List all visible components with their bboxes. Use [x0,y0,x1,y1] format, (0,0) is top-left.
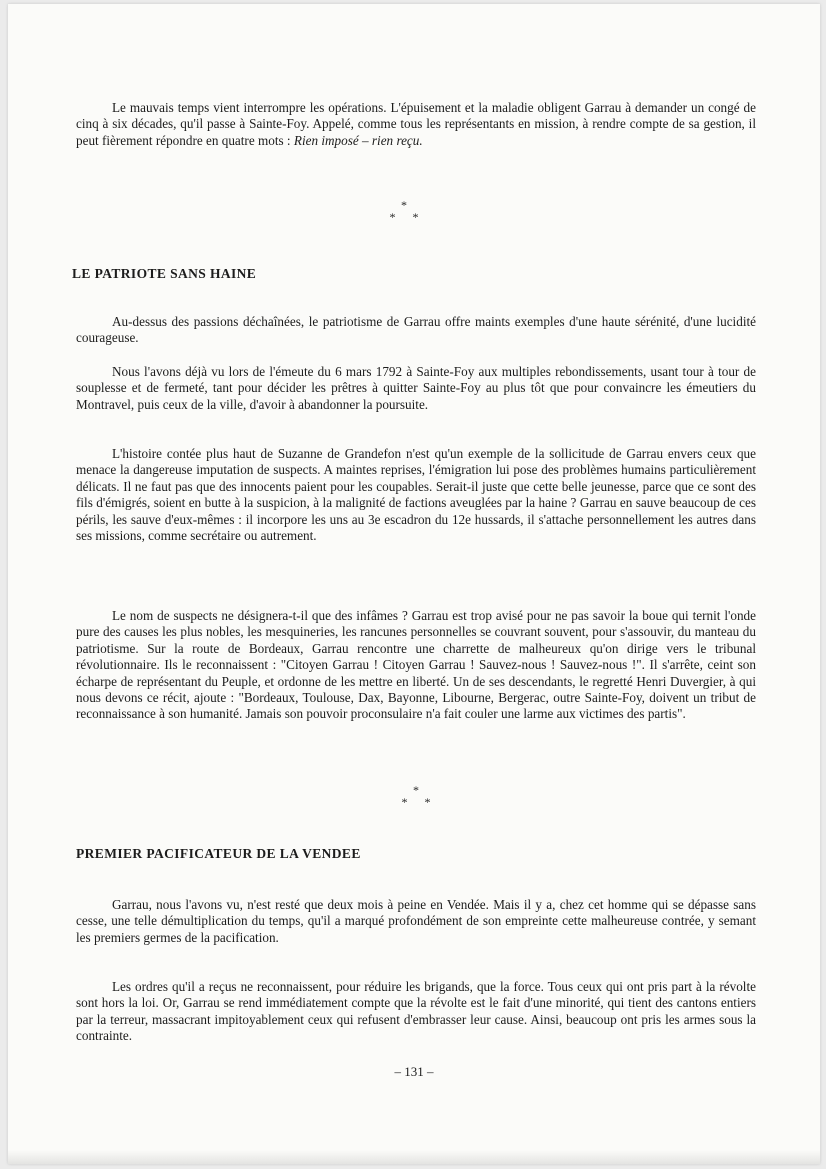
paragraph-riot-1792: Nous l'avons déjà vu lors de l'émeute du 6 mars 1792 à Sainte-Foy aux multiples rebondissements, usant tour à tour de souplesse et de fermeté, tant pour décider les prêtres à quitter Sainte-Foy au plus tôt que pour convaincre les émeutiers du Montravel, puis ceux de la ville, d'avoir à abandonner la poursuite. [76,364,756,412]
separator-bottom-stars: * * [401,795,431,809]
page-content [8,4,820,1164]
section-separator [374,199,434,223]
scan-bottom-edge [8,1150,820,1164]
paragraph-above-passions: Au-dessus des passions déchaînées, le patriotisme de Garrau offre maints exemples d'une haute sérénité, d'une lucidité courageuse. [76,314,756,346]
document-page [8,4,820,1164]
paragraph-text: Le mauvais temps vient interrompre les opérations. L'épuisement et la maladie obligent Garrau à demander un congé de cinq à six décades, qu'il passe à Sainte-Foy. Appelé, comme tous les représentants en mission, à rendre compte de sa gestion, il peut fièrement répondre en quatre mots : [76,100,756,148]
paragraph-bad-weather [76,100,756,149]
separator-top-star: * [413,783,419,797]
heading-patriote-sans-haine: LE PATRIOTE SANS HAINE [72,266,257,281]
section-separator-2 [386,784,446,808]
separator-top-star: * [401,198,407,212]
paragraph-garrau-vendee: Garrau, nous l'avons vu, n'est resté que deux mois à peine en Vendée. Mais il y a, chez cet homme qui se dépasse sans cesse, une telle démultiplication du temps, qu'il a marqué profondément de son empreinte cette malheureuse contrée, y semant les premiers germes de la pacification. [76,897,756,945]
motto-italic: Rien imposé – rien reçu. [293,132,423,148]
paragraph-suspects: Le nom de suspects ne désignera-t-il que des infâmes ? Garrau est trop avisé pour ne pas savoir la boue qui ternit l'onde pure des causes les plus nobles, les mesquineries, les rancunes personnelles se couvrant souvent, pour s'assouvir, du manteau du patriotisme. Sur la route de Bordeaux, Garrau rencontre une charrette de malheureux qu'on dirige vers le tribunal révolutionnaire. Ils le reconnaissent : "Citoyen Garrau ! Citoyen Garrau ! Sauvez-nous ! Sauvez-nous !". Il s'arrête, ceint son écharpe de représentant du Peuple, et ordonne de les mettre en liberté. Un de ses descendants, le regretté Henri Duvergier, à qui nous devons ce récit, ajoute : "Bordeaux, Toulouse, Dax, Bayonne, Libourne, Bergerac, outre Sainte-Foy, doivent un tribut de reconnaissance à son humanité. Jamais son pouvoir proconsulaire n'a fait couler une larme aux victimes des partis". [76,608,756,722]
heading-premier-pacificateur: PREMIER PACIFICATEUR DE LA VENDEE [76,846,361,861]
separator-bottom-stars: * * [389,210,419,224]
page-number: – 131 – [394,1064,434,1079]
paragraph-suzanne-de-grandefon: L'histoire contée plus haut de Suzanne de Grandefon n'est qu'un exemple de la sollicitude de Garrau envers ceux que menace la dangereuse imputation de suspects. A maintes reprises, l'émigration lui pose des problèmes humains particulièrement délicats. Il ne faut pas que des innocents paient pour les coupables. Serait-il juste que cette belle jeunesse, parce que ce sont des fils d'émigrés, soient en butte à la suspicion, à la malignité de factions aveuglées par la haine ? Garrau en sauve beaucoup de ces périls, les sauve d'eux-mêmes : il incorpore les uns au 3e escadron du 12e hussards, il s'attache personnellement les autres dans ses missions, comme secrétaire ou autrement. [76,446,756,544]
paragraph-orders: Les ordres qu'il a reçus ne reconnaissent, pour réduire les brigands, que la force. Tous ceux qui ont pris part à la révolte sont hors la loi. Or, Garrau se rend immédiatement compte que la révolte est le fait d'une minorité, qui tient des cantons entiers par la terreur, massacrant impitoyablement ceux qui refusent d'embrasser leur cause. Ainsi, beaucoup ont pris les armes sous la contrainte. [76,979,756,1044]
